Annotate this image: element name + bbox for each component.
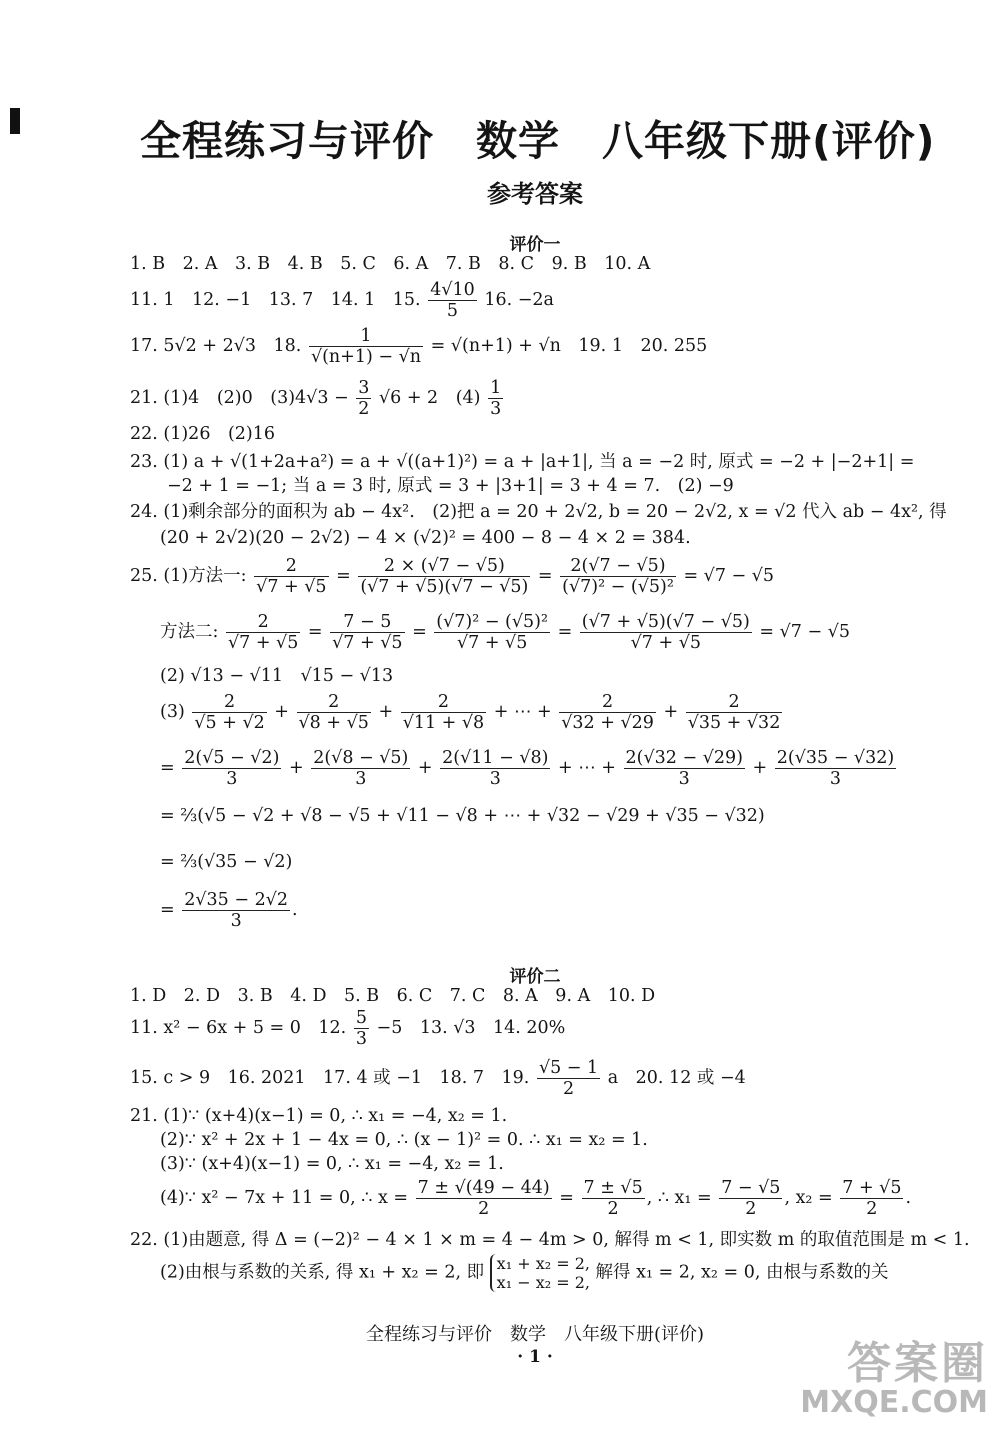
s2-line-4: 21. (1)∵ (x+4)(x−1) = 0, ∴ x₁ = −4, x₂ = 1. xyxy=(130,1106,508,1126)
s1-line-13: (3) $\frac{2}{√5 + √2}$ + $\frac{2}{√8 + √5}$ + $\frac{2}{√11 + √8}$ + ⋯ + $\frac{2}{√32 + √29}$ + $\frac{2}{√35 + √32}$ xyxy=(160,692,781,734)
s2-line-6: (3)∵ (x+4)(x−1) = 0, ∴ x₁ = −4, x₂ = 1. xyxy=(160,1154,504,1174)
s2-line-8: 22. (1)由题意, 得 Δ = (−2)² − 4 × 1 × m = 4 − 4m > 0, 解得 m < 1, 即实数 m 的取值范围是 m < 1. xyxy=(130,1230,970,1250)
s1-line-11: 方法二: $\frac{2}{√7 + √5}$ = $\frac{7 - 5}{√7 + √5}$ = $\frac{\text{(√7)² − (√5)²}}{√7 + √5}$ = $\frac{(√7 + √5)(√7 - √5)}{√7 + √5}$ = √7 − √5 xyxy=(160,612,850,654)
section-heading-2: 评价二 xyxy=(509,967,561,987)
s1-line-2: 11. 1 12. −1 13. 7 14. 1 15. $\frac{4√10}{5}$ 16. −2a xyxy=(130,280,554,322)
s1-line-17: = $\frac{2√35 - 2√2}{3}$ . xyxy=(160,890,298,932)
s1-line-16: = ⅔(√35 − √2) xyxy=(160,852,293,872)
s2-line-3: 15. c > 9 16. 2021 17. 4 或 −1 18. 7 19. $\frac{√5 - 1}{2}$ a 20. 12 或 −4 xyxy=(130,1058,746,1100)
s2-line-5: (2)∵ x² + 2x + 1 − 4x = 0, ∴ (x − 1)² = 0. ∴ x₁ = x₂ = 1. xyxy=(160,1130,648,1150)
s1-line-4: 21. (1)4 (2)0 (3)4√3 − $\frac{3}{2}$ √6 + 2 (4) $\frac{1}{3}$ xyxy=(130,378,502,420)
corner-mark xyxy=(10,108,20,134)
s1-line-8: 24. (1)剩余部分的面积为 ab − 4x². (2)把 a = 20 + 2√2, b = 20 − 2√2, x = √2 代入 ab − 4x², 得 xyxy=(130,502,947,522)
watermark-domain: MXQE.COM xyxy=(800,1385,988,1420)
s1-line-6: 23. (1) a + √(1+2a+a²) = a + √((a+1)²) = a + |a+1|, 当 a = −2 时, 原式 = −2 + |−2+1| = xyxy=(130,452,915,472)
watermark xyxy=(800,1338,988,1420)
s1-line-5: 22. (1)26 (2)16 xyxy=(130,424,276,444)
s2-line-7: (4)∵ x² − 7x + 11 = 0, ∴ x = $\frac{7 \pm √(49 - 44)}{2}$ = $\frac{7 \pm √5}{2}$ , ∴ x₁ = $\frac{7 - √5}{2}$ , x₂ = $\frac{7 + √5}{2}$ . xyxy=(160,1178,912,1220)
s2-line-1: 1. D 2. D 3. B 4. D 5. B 6. C 7. C 8. A 9. A 10. D xyxy=(130,986,656,1006)
s1-line-12: (2) √13 − √11 √15 − √13 xyxy=(160,666,394,686)
s1-line-15: = ⅔(√5 − √2 + √8 − √5 + √11 − √8 + ⋯ + √32 − √29 + √35 − √32) xyxy=(160,806,765,826)
s1-line-1: 1. B 2. A 3. B 4. B 5. C 6. A 7. B 8. C 9. B 10. A xyxy=(130,254,651,274)
watermark-logo-text: 答案圈 xyxy=(847,1338,988,1389)
s2-line-9: (2)由根与系数的关系, 得 x₁ + x₂ = 2, 即 x₁ + x₂ = 2, x₁ − x₂ = 2, 解得 x₁ = 2, x₂ = 0, 由根与系数的关 xyxy=(160,1254,889,1293)
s1-line-10: 25. (1)方法一: $\frac{2}{√7 + √5}$ = $\frac{2 \times (√7 - √5)}{(√7 + √5)(√7 - √5)}$ = $\frac{2(√7 - √5)}{\text{(√7)² − (√5)²}}$ = √7 − √5 xyxy=(130,556,775,598)
s1-line-14: = $\frac{2(√5 - √2)}{3}$ + $\frac{2(√8 - √5)}{3}$ + $\frac{2(√11 - √8)}{3}$ + ⋯ + $\frac{2(√32 - √29)}{3}$ + $\frac{2(√35 - √32)}{3}$ xyxy=(160,748,895,790)
s1-line-7: −2 + 1 = −1; 当 a = 3 时, 原式 = 3 + |3+1| = 3 + 4 = 7. (2) −9 xyxy=(167,476,734,496)
section-heading-1: 评价一 xyxy=(509,235,561,255)
page-subtitle: 参考答案 xyxy=(487,180,583,208)
page-title: 全程练习与评价 数学 八年级下册(评价) xyxy=(140,117,936,165)
s2-line-2: 11. x² − 6x + 5 = 0 12. $\frac{5}{3}$ −5 13. √3 14. 20% xyxy=(130,1008,566,1050)
s1-line-3: 17. 5√2 + 2√3 18. $\frac{1}{√(n+1) - √n}$ = √(n+1) + √n 19. 1 20. 255 xyxy=(130,326,708,368)
footer-title: 全程练习与评价 数学 八年级下册(评价) xyxy=(365,1324,705,1345)
s1-line-9: (20 + 2√2)(20 − 2√2) − 4 × (√2)² = 400 − 8 − 4 × 2 = 384. xyxy=(160,528,691,548)
page-number: · 1 · xyxy=(517,1347,553,1367)
